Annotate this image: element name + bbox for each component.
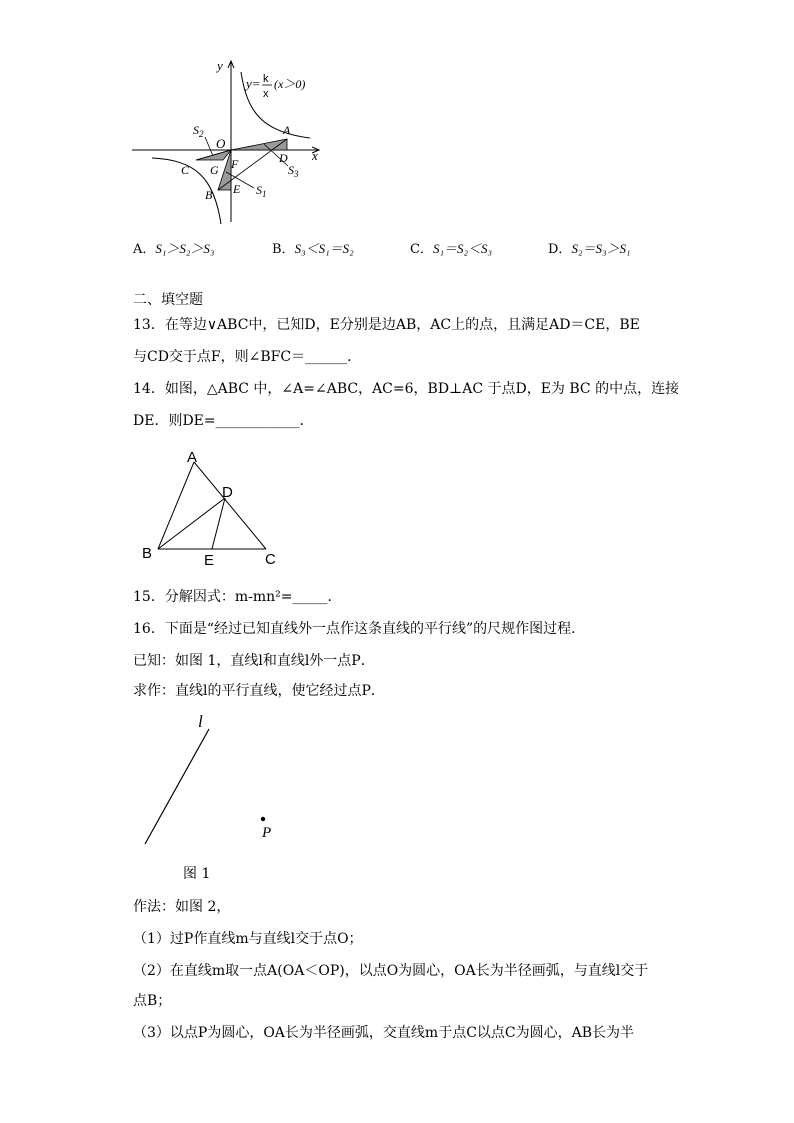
- tri-label-e: E: [204, 552, 215, 569]
- q16-step2a: （2）在直线m取一点A(OA＜OP)，以点O为圆心，OA长为半径画弧，与直线l交于: [133, 963, 649, 979]
- func-y-equals: y=: [246, 76, 261, 91]
- choice-b: B．S₃＜S₁＝S₂: [272, 241, 354, 257]
- label-d: D: [279, 151, 288, 165]
- q16-step1: （1）过P作直线m与直线l交于点O；: [133, 931, 363, 947]
- func-condition: (x＞0): [274, 77, 306, 91]
- label-x: x: [312, 148, 318, 163]
- label-a: A: [283, 123, 291, 137]
- q16-method: 作法：如图 2，: [133, 899, 231, 915]
- q13-line2: 与CD交于点F，则∠BFC＝______．: [133, 349, 362, 365]
- label-o: O: [216, 136, 226, 151]
- shaded-triangle-s3: [231, 139, 287, 150]
- q16-line1: 16．下面是“经过已知直线外一点作这条直线的平行线”的尺规作图过程．: [133, 621, 586, 637]
- pointer-s2: [205, 137, 213, 156]
- func-k: k: [263, 73, 269, 85]
- line-point-figure: [0, 705, 794, 875]
- label-s2: $S_2$: [193, 123, 204, 139]
- q16-line3: 求作：直线l的平行直线，使它经过点P．: [133, 683, 385, 699]
- hyperbola-figure: [0, 0, 794, 240]
- label-s3: $S_3$: [288, 163, 299, 179]
- choice-c: C．S₁＝S₂＜S₃: [410, 241, 493, 257]
- tri-label-b: B: [142, 545, 153, 562]
- choice-d: D．S₂＝S₃＞S₁: [548, 241, 631, 257]
- label-b: B: [205, 188, 213, 202]
- label-e: E: [233, 182, 241, 196]
- label-s1: $S_1$: [256, 183, 267, 199]
- choice-a: A．S₁＞S₂＞S₃: [133, 241, 215, 257]
- section-title: 二、填空题: [133, 292, 203, 308]
- q16-step3: （3）以点P为圆心，OA长为半径画弧，交直线m于点C以点C为圆心，AB长为半: [133, 1025, 635, 1041]
- tri-label-d: D: [222, 484, 233, 501]
- q15-line1: 15．分解因式：m-mn²=_____．: [133, 589, 342, 605]
- triangle-figure: [0, 445, 794, 575]
- q16-line2: 已知：如图 1，直线l和直线l外一点P．: [133, 653, 375, 669]
- tri-label-c: C: [265, 551, 276, 568]
- q14-line1: 14．如图，△ABC 中，∠A=∠ABC，AC=6，BD⊥AC 于点D，E为 BC 的中点，连接: [133, 381, 680, 397]
- figure-1-caption: 图 1: [183, 866, 211, 882]
- q16-step2b: 点B；: [133, 993, 172, 1009]
- label-f: F: [231, 157, 239, 171]
- label-p: P: [262, 825, 272, 841]
- tri-label-a: A: [187, 449, 198, 466]
- label-c: C: [181, 163, 190, 177]
- func-x: x: [263, 88, 269, 100]
- label-y: y: [217, 58, 223, 73]
- q13-line1: 13．在等边∨ABC中，已知D，E分别是边AB，AC上的点，且满足AD＝CE，BE: [133, 317, 640, 333]
- label-g: G: [210, 163, 219, 177]
- q14-line2: DE．则DE=____________．: [133, 413, 314, 429]
- label-l: l: [198, 712, 203, 731]
